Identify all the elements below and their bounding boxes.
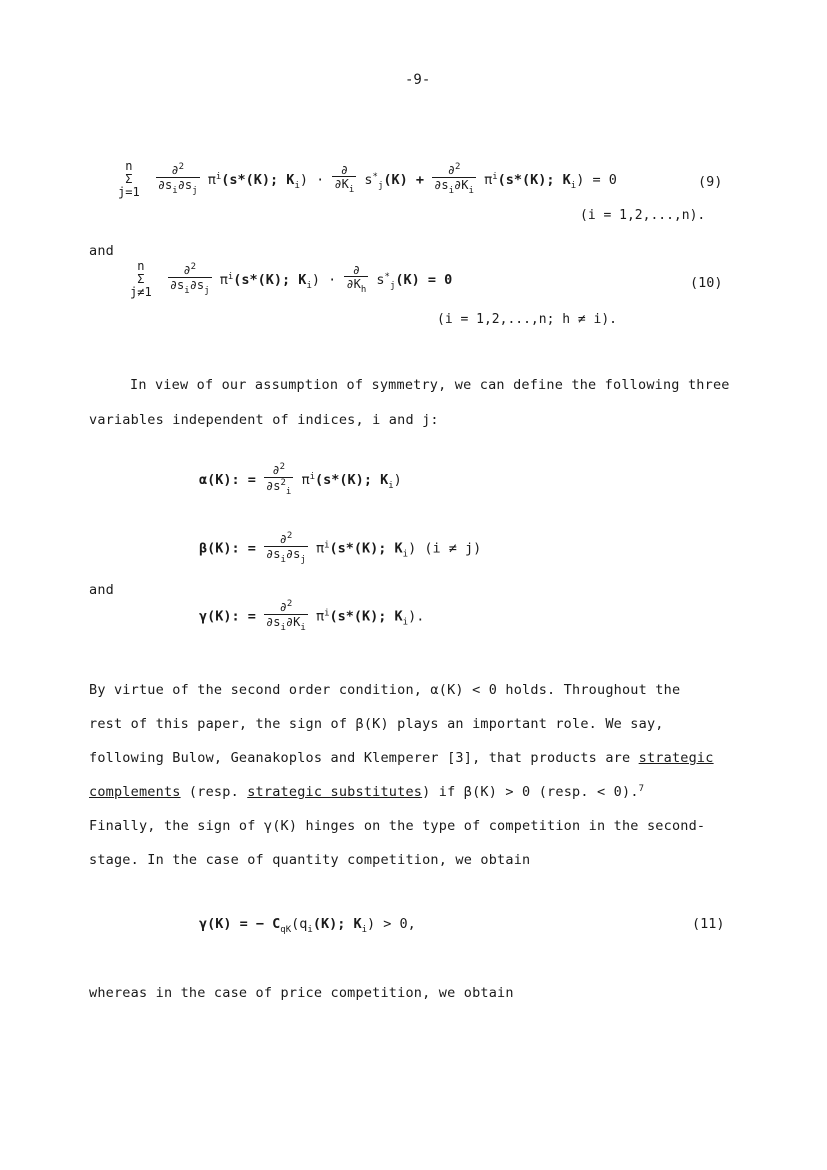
summation-symbol: n Σ j≠1 [130, 259, 152, 300]
equation-9 [118, 160, 617, 200]
profit-term: $\pi^i(s*(K)$; $K_i$) · [219, 271, 337, 291]
paragraph-line: rest of this paper, the sign of β(K) plays an important role. We say, [89, 716, 664, 732]
paragraph-line: Finally, the sign of γ(K) hinges on the type of competition in the second- [89, 818, 706, 834]
paragraph-line: In view of our assumption of symmetry, we can define the following three [130, 377, 730, 393]
equation-10-condition: (i = 1,2,...,n; h ≠ i). [437, 312, 618, 327]
equation-number-9: (9) [698, 174, 723, 190]
paragraph-line: whereas in the case of price competition, we obtain [89, 985, 514, 1001]
paragraph-line: By virtue of the second order condition, α(K) < 0 holds. Throughout the [89, 682, 681, 698]
second-partial-fraction: $\frac{\partial^2}{\partial s_i\partial s_j}$ [169, 262, 210, 296]
paragraph-line: variables independent of indices, i and j: [89, 412, 439, 428]
equation-11: γ(K) = − $C_{qK}(q_i(K)$; $K_i) > 0$, [199, 916, 416, 935]
footnote-marker: 7 [638, 784, 645, 794]
equation-10 [130, 260, 452, 300]
alpha-definition: α(K): = $\frac{\partial^2}{\partial s^2_i}$ $\pi^i(s*(K)$; $K_i$) [199, 462, 402, 497]
term-strategic-substitutes: strategic substitutes [247, 784, 423, 800]
connector-and: and [89, 243, 114, 259]
beta-definition: β(K): = $\frac{\partial^2}{\partial s_i\partial s_j}$ $\pi^i(s*(K)$; $K_i$) (i ≠ j) [199, 531, 482, 565]
term-strategic: strategic [638, 750, 714, 766]
connector-and: and [89, 582, 114, 598]
gamma-definition: γ(K): = $\frac{\partial^2}{\partial s_i\partial K_i}$ $\pi^i(s*(K)$; $K_i$). [199, 599, 425, 633]
strategy-term: $s^*_j(K)$ + [364, 171, 425, 191]
cross-partial-fraction: $\frac{\partial^2}{\partial s_i\partial K_i}$ [434, 162, 474, 196]
paragraph-line: following Bulow, Geanakoplos and Klemperer [3], that products are strategic [89, 750, 714, 766]
equation-number-11: (11) [692, 916, 725, 932]
cross-partial-fraction: $\frac{\partial^2}{\partial s_i\partial s_j}$ [266, 531, 306, 565]
paragraph-line: stage. In the case of quantity competition, we obtain [89, 852, 531, 868]
equation-number-10: (10) [690, 275, 723, 291]
term-complements: complements [89, 784, 181, 800]
strategy-term: $s^*_j(K) = 0$ [376, 271, 453, 291]
second-partial-fraction: $\frac{\partial^2}{\partial s_i\partial s_j}$ [157, 162, 198, 196]
second-partial-fraction: $\frac{\partial^2}{\partial s^2_i}$ [266, 462, 292, 497]
cross-partial-fraction: $\frac{\partial^2}{\partial s_i\partial K_i}$ [266, 599, 306, 633]
summation-symbol: n Σ j=1 [118, 159, 140, 200]
partial-fraction: $\frac{\partial}{\partial K_h}$ [346, 262, 367, 296]
profit-term: $\pi^i(s*(K)$; $K_i$) · [207, 171, 325, 191]
profit-term-2: $\pi^i(s*(K)$; $K_i) = 0$ [484, 171, 617, 191]
partial-fraction: $\frac{\partial}{\partial K_i}$ [334, 162, 355, 196]
page-number: -9- [405, 72, 431, 88]
equation-9-condition: (i = 1,2,...,n). [580, 208, 706, 223]
paragraph-line: complements (resp. strategic substitutes) if β(K) > 0 (resp. < 0).$^7$ [89, 784, 645, 800]
